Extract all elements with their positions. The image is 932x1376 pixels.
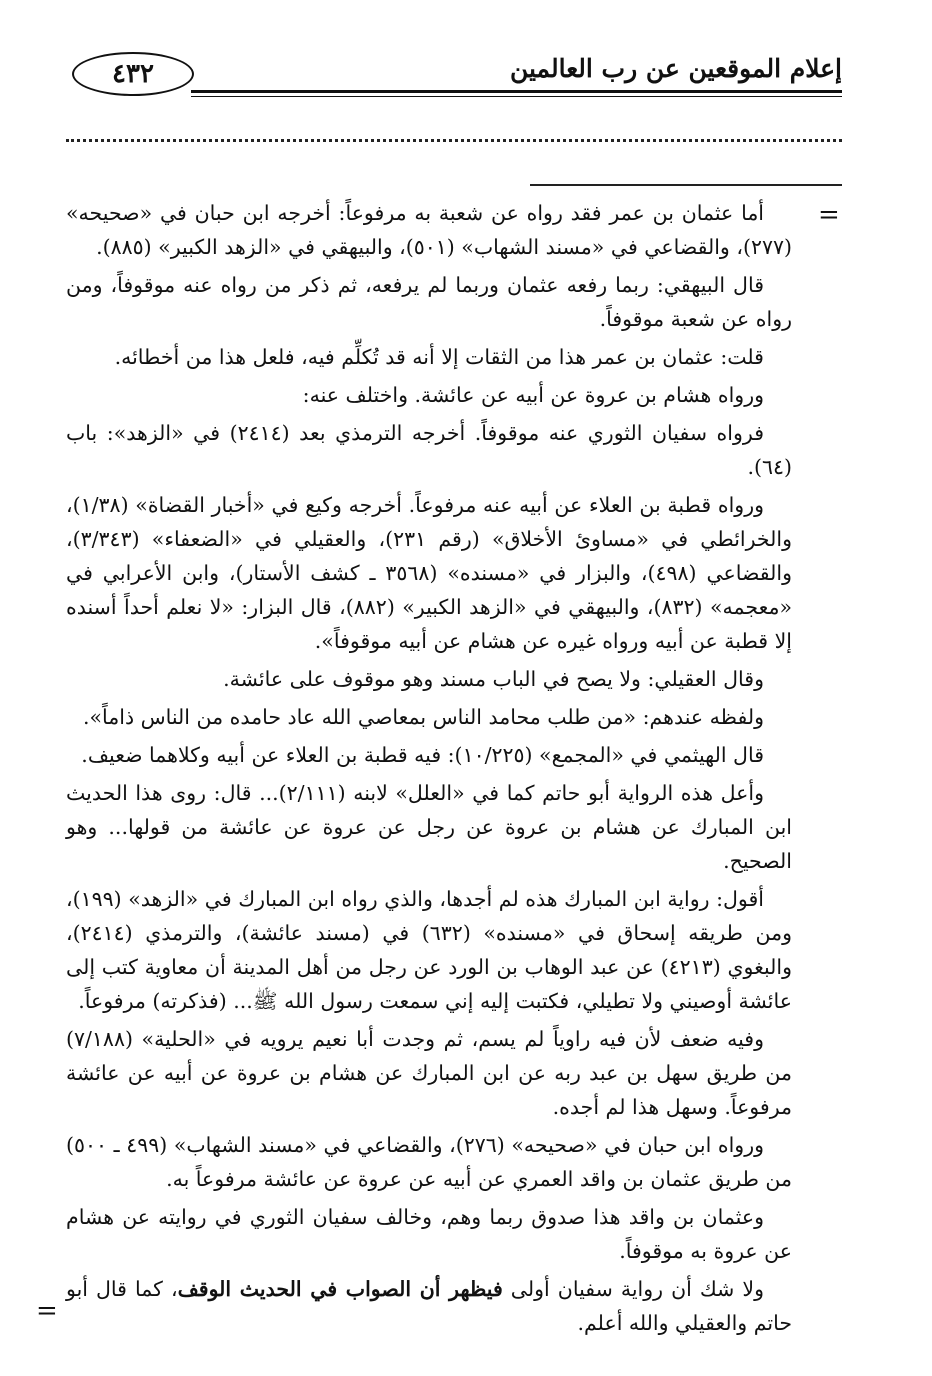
header-rule-thin xyxy=(191,96,842,97)
continuation-mark-top: = xyxy=(818,200,840,230)
header-rule-thick xyxy=(191,90,842,93)
book-title: إعلام الموقعين عن رب العالمين xyxy=(509,54,842,83)
paragraph-8: ولفظه عندهم: «من طلب محامد الناس بمعاصي الله عاد حامده من الناس ذاماً». xyxy=(82,705,764,729)
footnote-text xyxy=(66,196,792,1344)
footnote-rule xyxy=(530,184,842,186)
paragraph-4: ورواه هشام بن عروة عن أبيه عن عائشة. واختلف عنه: xyxy=(302,383,764,407)
paragraph-11: أقول: رواية ابن المبارك هذه لم أجدها، والذي رواه ابن المبارك في «الزهد» (١٩٩)، ومن طريقه إسحاق في «مسنده» (٦٣٢) في (مسند عائشة)، والترمذي (٢٤١٤)، والبغوي (٤٢١٣) عن عبد الوهاب بن الورد عن رجل من أهل المدينة أن معاوية كتب إلى عائشة أوصيني ولا تطيلي، فكتبت إليه إني سمعت رسول الله ﷺ... (فذكرته) مرفوعاً. xyxy=(66,887,792,1013)
paragraph-9: قال الهيثمي في «المجمع» (١٠/٢٢٥): فيه قطبة بن العلاء عن أبيه وكلاهما ضعيف. xyxy=(81,743,764,767)
paragraph-6: ورواه قطبة بن العلاء عن أبيه عنه مرفوعاً. أخرجه وكيع في «أخبار القضاة» (١/٣٨)، والخرائطي في «مساوئ الأخلاق» (رقم ٢٣١)، والعقيلي في «الضعفاء» (٣/٣٤٣)، والقضاعي (٤٩٨)، والبزار في «مسنده» (٣٥٦٨ ـ كشف الأستار)، وابن الأعرابي في «معجمه» (٨٣٢)، والبيهقي في «الزهد الكبير» (٨٨٢)، قال البزار: «لا نعلم أحداً أسنده إلا قطبة عن أبيه ورواه غيره عن هشام عن أبيه موقوفاً». xyxy=(66,493,792,653)
dotted-separator xyxy=(66,139,842,142)
paragraph-2: قال البيهقي: ربما رفعه عثمان وربما لم يرفعه، ثم ذكر من رواه عنه موقوفاً، ومن رواه عن شعبة موقوفاً. xyxy=(66,273,792,331)
paragraph-12: وفيه ضعف لأن فيه راوياً لم يسم، ثم وجدت أبا نعيم يرويه في «الحلية» (٧/١٨٨) من طريق سهل بن عبد ربه عن ابن المبارك عن هشام بن عروة عن أبيه عن عائشة مرفوعاً. وسهل هذا لم أجده. xyxy=(66,1027,792,1119)
paragraph-7: وقال العقيلي: ولا يصح في الباب مسند وهو موقوف على عائشة. xyxy=(223,667,764,691)
paragraph-15-bold: فيظهر أن الصواب في الحديث الوقف xyxy=(177,1277,503,1301)
paragraph-5: فرواه سفيان الثوري عنه موقوفاً. أخرجه الترمذي بعد (٢٤١٤) في «الزهد»: باب (٦٤). xyxy=(66,421,792,479)
paragraph-3: قلت: عثمان بن عمر هذا من الثقات إلا أنه قد تُكلِّم فيه، فلعل هذا من أخطائه. xyxy=(114,345,764,369)
continuation-mark-bottom: = xyxy=(36,1296,58,1326)
paragraph-13: ورواه ابن حبان في «صحيحه» (٢٧٦)، والقضاعي في «مسند الشهاب» (٤٩٩ ـ ٥٠٠) من طريق عثمان بن واقد العمري عن أبيه عن عروة عن عائشة مرفوعاً به. xyxy=(66,1133,792,1191)
paragraph-14: وعثمان بن واقد هذا صدوق ربما وهم، وخالف سفيان الثوري في روايته عن هشام عن عروة به موقوفاً. xyxy=(66,1205,792,1263)
paragraph-15-end: ، كما قال أبو حاتم والعقيلي والله أعلم. xyxy=(66,1277,792,1335)
paragraph-15-start: ولا شك أن رواية سفيان أولى xyxy=(502,1277,764,1301)
paragraph-10: وأعل هذه الرواية أبو حاتم كما في «العلل» لابنه (٢/١١١)... قال: روى هذا الحديث ابن المبارك عن هشام بن عروة عن رجل عن عروة عن عائشة من قولها... وهو الصحيح. xyxy=(66,781,792,873)
page-number: ٤٣٢ xyxy=(72,52,194,96)
paragraph-1: أما عثمان بن عمر فقد رواه عن شعبة به مرفوعاً: أخرجه ابن حبان في «صحيحه» (٢٧٧)، والقضاعي في «مسند الشهاب» (٥٠١)، والبيهقي في «الزهد الكبير» (٨٨٥). xyxy=(66,201,792,259)
paragraph-15 xyxy=(66,1272,792,1340)
page-header xyxy=(66,52,842,112)
